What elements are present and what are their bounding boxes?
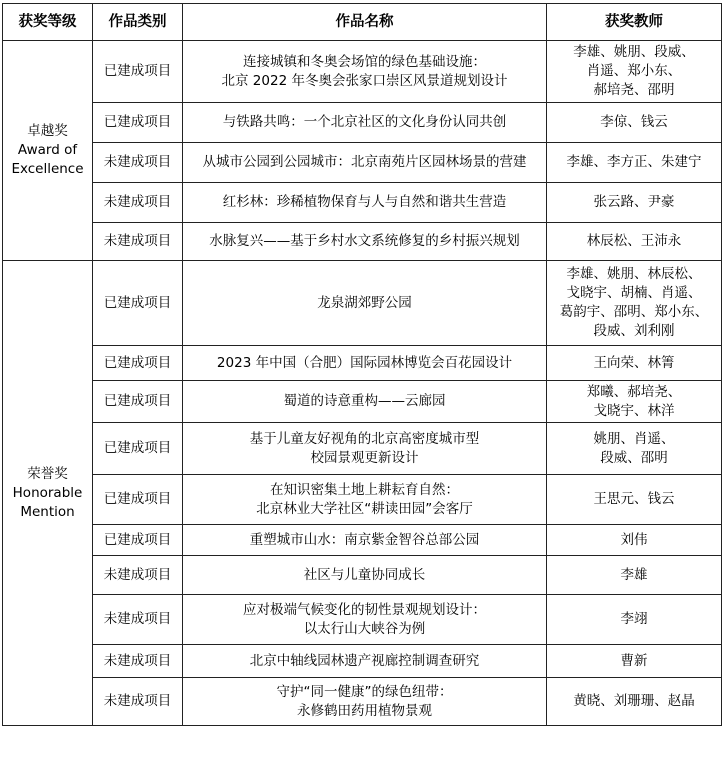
teachers-cell: 李倞、钱云	[547, 103, 722, 143]
table-row	[3, 678, 722, 726]
table-row	[3, 525, 722, 556]
work-name-cell: 2023 年中国（合肥）国际园林博览会百花园设计	[183, 346, 547, 381]
teachers-cell: 曹新	[547, 645, 722, 678]
teachers-cell: 姚朋、肖遥、 段威、邵明	[547, 423, 722, 475]
work-name-cell: 龙泉湖郊野公园	[183, 261, 547, 346]
category-cell: 已建成项目	[93, 423, 183, 475]
category-cell: 未建成项目	[93, 143, 183, 183]
table-row	[3, 595, 722, 645]
teachers-cell: 李雄、姚朋、林辰松、 戈晓宇、胡楠、肖遥、 葛韵宇、邵明、郑小东、 段威、刘利刚	[547, 261, 722, 346]
work-name-cell: 红杉林：珍稀植物保育与人与自然和谐共生营造	[183, 183, 547, 223]
teachers-cell: 李雄、李方正、朱建宁	[547, 143, 722, 183]
awards-table	[2, 3, 722, 726]
category-cell: 未建成项目	[93, 645, 183, 678]
table-row	[3, 143, 722, 183]
table-row	[3, 381, 722, 423]
table-row	[3, 183, 722, 223]
teachers-cell: 林辰松、王沛永	[547, 223, 722, 261]
table-row	[3, 261, 722, 346]
teachers-cell: 王思元、钱云	[547, 475, 722, 525]
teachers-cell: 李翊	[547, 595, 722, 645]
award-grade-excellence: 卓越奖 Award of Excellence	[3, 41, 93, 261]
teachers-cell: 李雄、姚朋、段威、 肖遥、郑小东、 郝培尧、邵明	[547, 41, 722, 103]
work-name-cell: 守护“同一健康”的绿色纽带： 永修鹤田药用植物景观	[183, 678, 547, 726]
category-cell: 未建成项目	[93, 556, 183, 595]
table-row	[3, 41, 722, 103]
teachers-cell: 李雄	[547, 556, 722, 595]
category-cell: 已建成项目	[93, 261, 183, 346]
work-name-cell: 应对极端气候变化的韧性景观规划设计： 以太行山大峡谷为例	[183, 595, 547, 645]
table-row	[3, 556, 722, 595]
work-name-cell: 重塑城市山水：南京紫金智谷总部公园	[183, 525, 547, 556]
category-cell: 未建成项目	[93, 678, 183, 726]
table-row	[3, 645, 722, 678]
work-name-cell: 与铁路共鸣：一个北京社区的文化身份认同共创	[183, 103, 547, 143]
header-grade: 获奖等级	[3, 4, 93, 41]
category-cell: 已建成项目	[93, 381, 183, 423]
category-cell: 未建成项目	[93, 595, 183, 645]
table-row	[3, 475, 722, 525]
teachers-cell: 黄晓、刘珊珊、赵晶	[547, 678, 722, 726]
teachers-cell: 王向荣、林箐	[547, 346, 722, 381]
header-row	[3, 4, 722, 41]
teachers-cell: 刘伟	[547, 525, 722, 556]
work-name-cell: 连接城镇和冬奥会场馆的绿色基础设施： 北京 2022 年冬奥会张家口崇区风景道规划设计	[183, 41, 547, 103]
work-name-cell: 从城市公园到公园城市：北京南苑片区园林场景的营建	[183, 143, 547, 183]
table-row	[3, 223, 722, 261]
table-row	[3, 103, 722, 143]
work-name-cell: 北京中轴线园林遗产视廊控制调查研究	[183, 645, 547, 678]
work-name-cell: 在知识密集土地上耕耘育自然： 北京林业大学社区“耕读田园”会客厅	[183, 475, 547, 525]
category-cell: 未建成项目	[93, 223, 183, 261]
category-cell: 已建成项目	[93, 41, 183, 103]
work-name-cell: 蜀道的诗意重构——云廊园	[183, 381, 547, 423]
category-cell: 已建成项目	[93, 103, 183, 143]
award-grade-honorable: 荣誉奖 Honorable Mention	[3, 261, 93, 726]
table-row	[3, 346, 722, 381]
work-name-cell: 基于儿童友好视角的北京高密度城市型 校园景观更新设计	[183, 423, 547, 475]
header-work-name: 作品名称	[183, 4, 547, 41]
table-row	[3, 423, 722, 475]
work-name-cell: 社区与儿童协同成长	[183, 556, 547, 595]
category-cell: 未建成项目	[93, 183, 183, 223]
category-cell: 已建成项目	[93, 525, 183, 556]
category-cell: 已建成项目	[93, 346, 183, 381]
teachers-cell: 郑曦、郝培尧、 戈晓宇、林洋	[547, 381, 722, 423]
header-teachers: 获奖教师	[547, 4, 722, 41]
category-cell: 已建成项目	[93, 475, 183, 525]
header-category: 作品类别	[93, 4, 183, 41]
work-name-cell: 水脉复兴——基于乡村水文系统修复的乡村振兴规划	[183, 223, 547, 261]
teachers-cell: 张云路、尹豪	[547, 183, 722, 223]
